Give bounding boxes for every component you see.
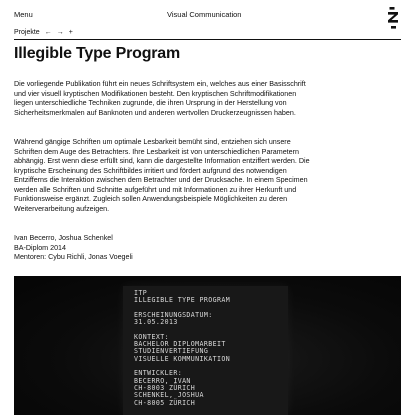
sheet-line: STUDIENVERTIEFUNG bbox=[134, 347, 209, 356]
sheet-line: VISUELLE KOMMUNIKATION bbox=[134, 354, 231, 363]
page-title: Illegible Type Program bbox=[14, 45, 181, 62]
mentors-text: Mentoren: Cybu Richli, Jonas Voegeli bbox=[14, 253, 133, 261]
sheet-line: ILLEGIBLE TYPE PROGRAM bbox=[134, 296, 231, 305]
sheet-line: SCHENKEL, JOSHUA bbox=[134, 391, 204, 400]
description-paragraph-2: Während gängige Schriften um optimale Lesbarkeit bemüht sind, entziehen sich unsere Schriften dem Auge des Betrachters. Ihre Lesbarkeit ist von unterschiedlichen Parametern abhängig. Erst wenn diese erfüllt sind, kann die dargestellte Information entziffert werden. Die kryptische Erscheinung des Schriftbildes irritiert und fördert aufgrund des notwendigen Entzifferns die Interaktion zwischen dem Betrachter und der Drucksache. In einem Specimen werden alle Schriften und Schnitte aufgeführt und mit Informationen zu ihrer Herkunft und Funktionsweise ergänzt. Zugleich sollen Anwendungsbeispiele Möglichkeiten zu deren Weiterverarbeitung aufzeigen. bbox=[14, 138, 310, 213]
printed-sheet bbox=[123, 286, 288, 415]
sheet-text bbox=[134, 290, 230, 407]
header-divider bbox=[14, 39, 401, 40]
sheet-line: CH-8005 ZÜRICH bbox=[134, 398, 196, 407]
plus-icon[interactable]: + bbox=[68, 29, 73, 36]
zhdk-logo-icon[interactable] bbox=[386, 6, 400, 30]
sheet-line: BECERRO, IVAN bbox=[134, 376, 191, 385]
sheet-line: CH-8003 ZÜRICH bbox=[134, 384, 196, 393]
breadcrumb-projekte-link[interactable]: Projekte bbox=[14, 29, 40, 36]
breadcrumb bbox=[14, 29, 73, 36]
menu-button[interactable]: Menu bbox=[14, 10, 33, 19]
authors-text: Ivan Becerro, Joshua Schenkel bbox=[14, 234, 113, 242]
degree-text: BA-Diplom 2014 bbox=[14, 243, 66, 252]
description-paragraph-1: Die vorliegende Publikation führt ein neues Schriftsystem ein, welches aus einer Basisschrift und vier visuell kryptischen Modifikationen besteht. Den kryptischen Schriftmodifikationen liegen unterschiedliche Techniken zugrunde, die ihren Ursprung in der Herstellung von Sicherheitsmerkmalen auf Banknoten und anderen wertvollen Druckerzeugnissen haben. bbox=[14, 80, 306, 117]
sheet-line: 31.05.2013 bbox=[134, 318, 178, 327]
sheet-line: ERSCHEINUNGSDATUM: bbox=[134, 310, 213, 319]
project-credits bbox=[14, 234, 133, 263]
project-photo[interactable] bbox=[14, 276, 401, 415]
sheet-line: ENTWICKLER: bbox=[134, 369, 183, 378]
site-title-link[interactable]: Visual Communication bbox=[167, 10, 242, 19]
sheet-line: KONTEXT: bbox=[134, 332, 169, 341]
sheet-line: BACHELOR DIPLOMARBEIT bbox=[134, 340, 226, 349]
sheet-line: ITP bbox=[134, 289, 148, 297]
previous-arrow-icon[interactable]: ← bbox=[44, 29, 52, 36]
next-arrow-icon[interactable]: → bbox=[56, 29, 64, 36]
